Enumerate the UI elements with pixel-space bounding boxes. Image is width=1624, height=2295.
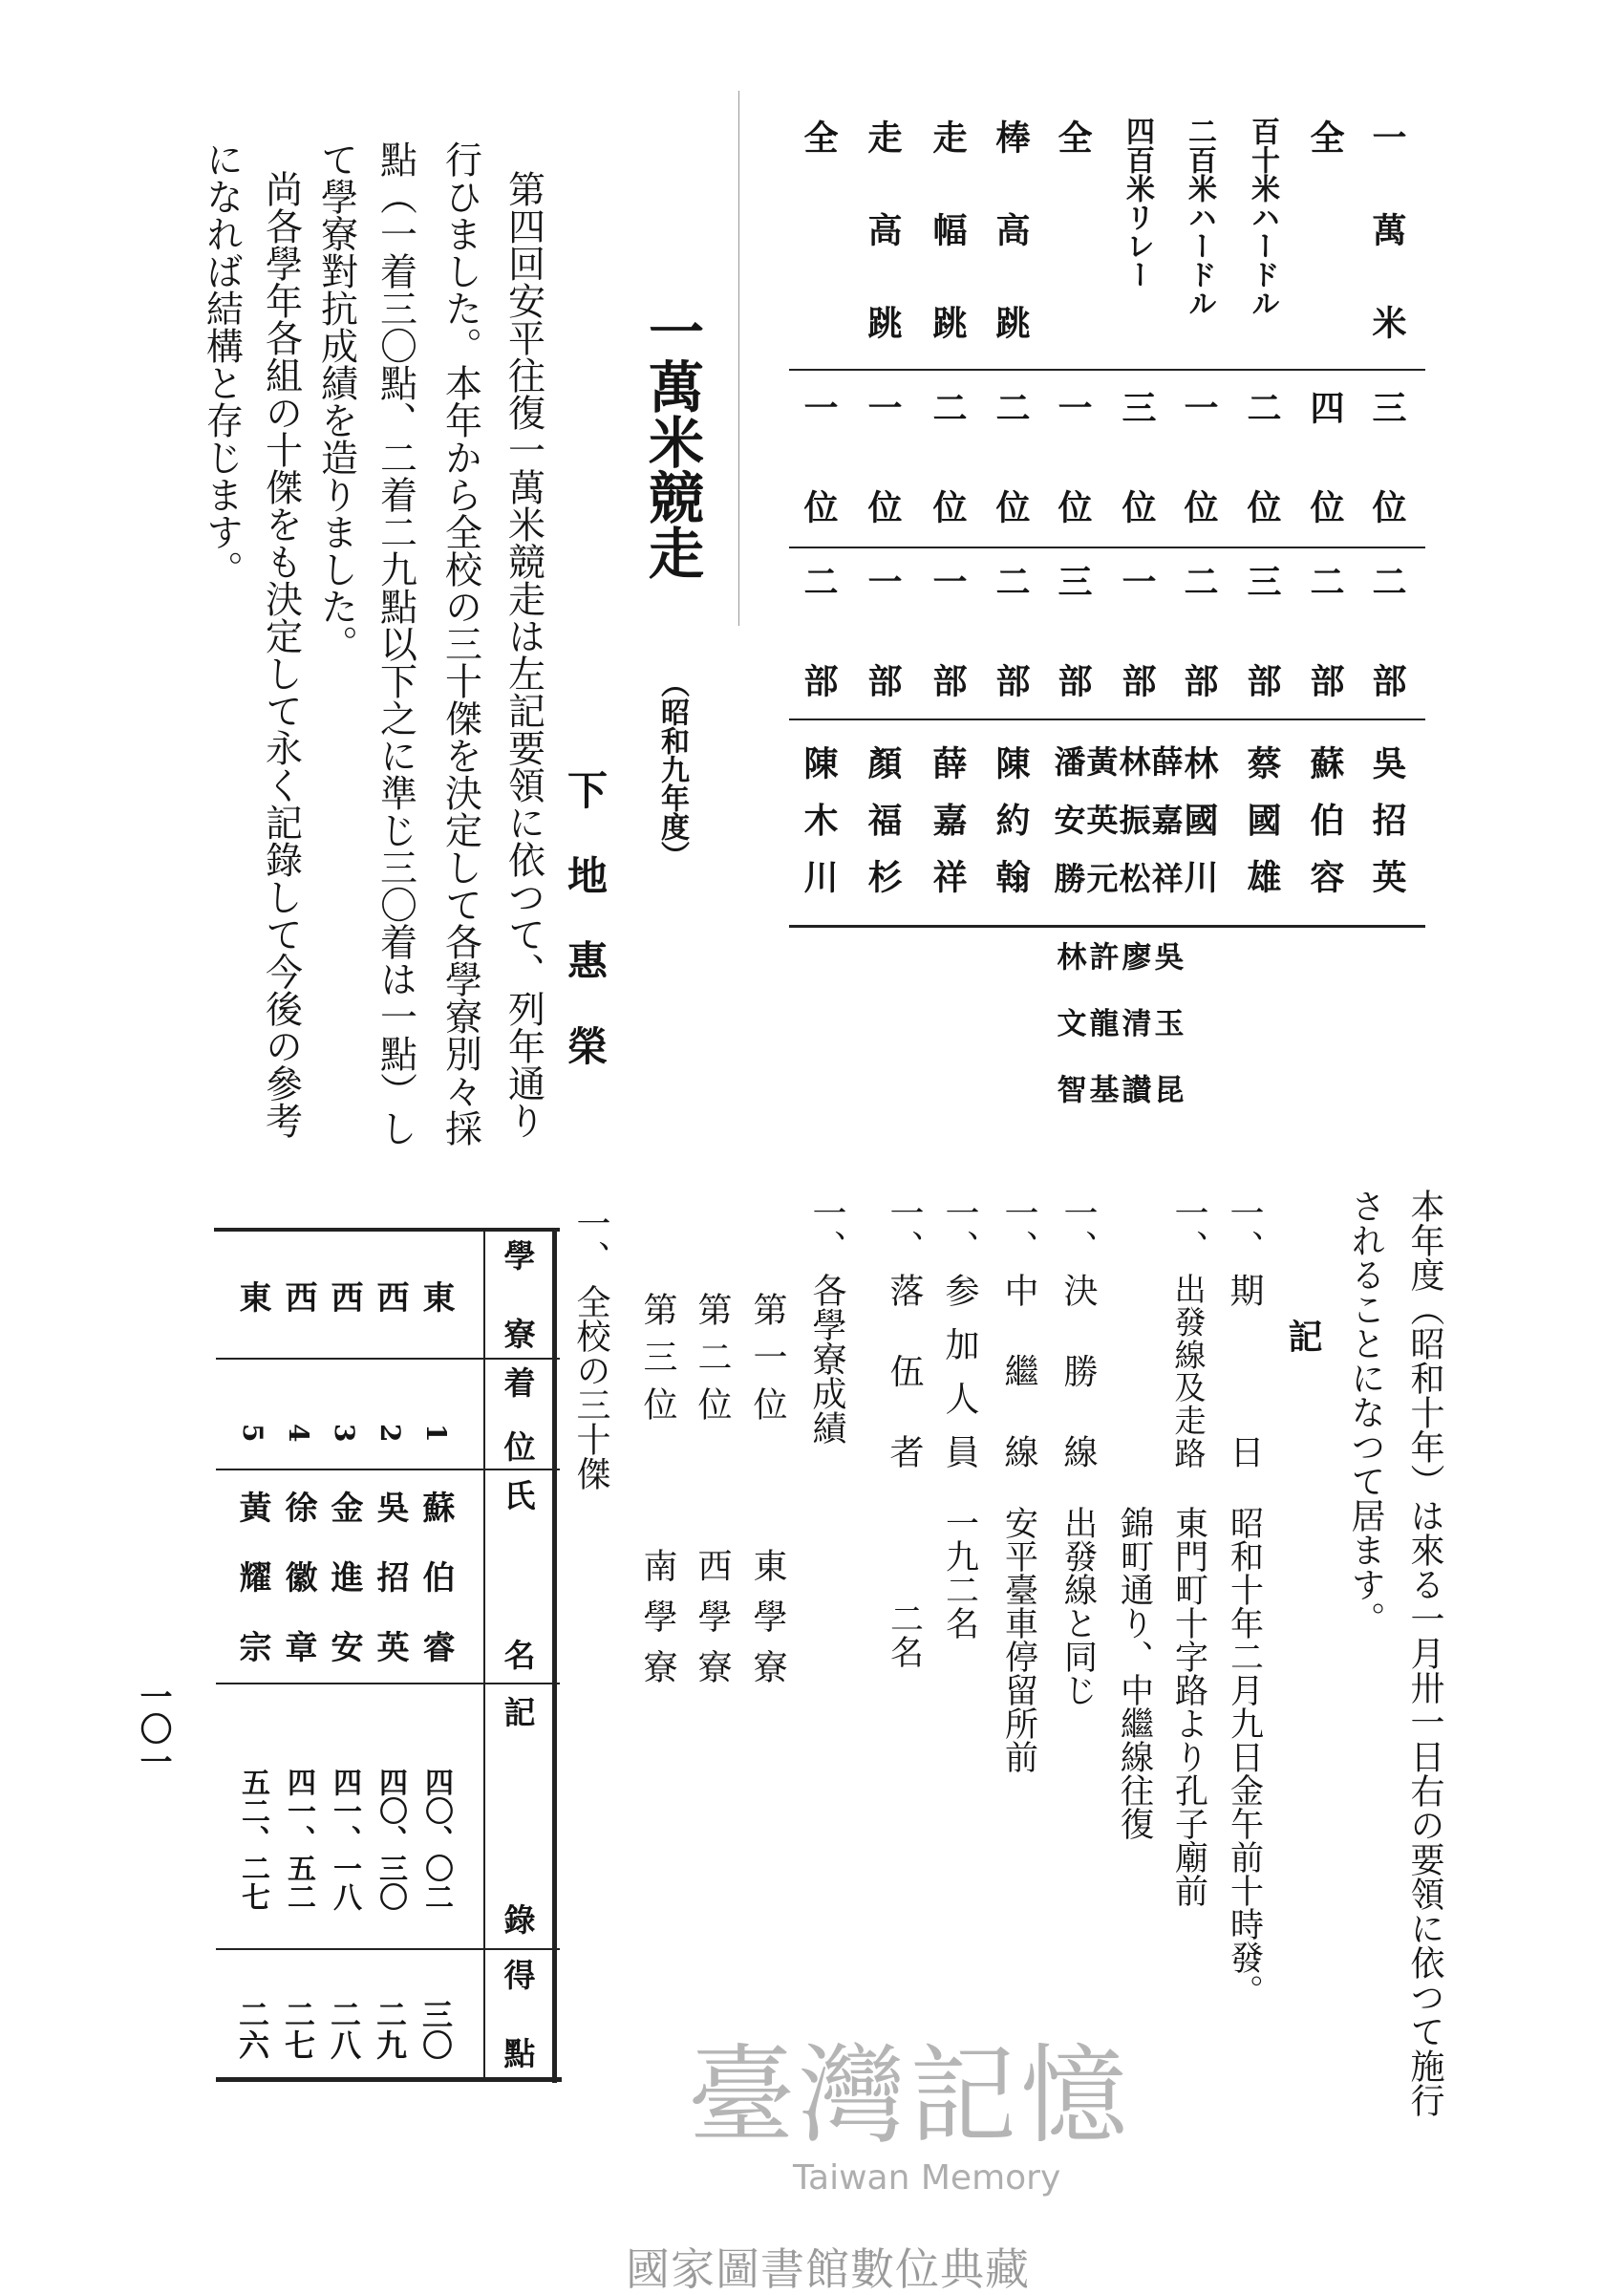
item-marker: 一、 — [999, 1195, 1038, 1264]
event-place: 一位 — [1179, 390, 1219, 524]
top30-points: 二六 — [234, 1999, 270, 2060]
article-title: 一萬米競走 — [639, 303, 704, 580]
top30-rank: 4 — [283, 1424, 314, 1443]
item-label: 中繼線 — [999, 1273, 1038, 1469]
table-rule — [789, 925, 1425, 928]
top30-points: 二九 — [372, 1999, 408, 2060]
top30-dorm: 東 — [417, 1280, 455, 1313]
relay-member-name: 林振松 — [1114, 745, 1152, 893]
event-division: 三部 — [1242, 564, 1282, 697]
top30-points: 二八 — [326, 1999, 362, 2060]
watermark-subtitle: Taiwan Memory — [793, 2158, 1061, 2198]
top30-table-row-rule — [216, 1358, 560, 1360]
relay-extra-name: 吳玉昆 — [1148, 941, 1184, 1104]
watermark-logo: 臺灣記憶 — [688, 2034, 1131, 2158]
top30-table-row-rule — [216, 1948, 560, 1950]
event-division: 一部 — [863, 564, 903, 697]
event-name: 四百米リレー — [1121, 117, 1154, 289]
article-author: 下地惠榮 — [562, 769, 609, 1065]
page-number: 一〇一 — [134, 1680, 172, 1777]
item-value: 東門町十字路より孔子廟前 — [1169, 1506, 1208, 1907]
relay-extra-name: 許龍基 — [1083, 941, 1119, 1104]
event-place: 四位 — [1305, 390, 1345, 524]
item-marker: 一、 — [940, 1195, 979, 1264]
top30-header-cell: 着位 — [499, 1366, 537, 1462]
item-marker: 一、 — [1058, 1195, 1098, 1264]
item-value: 昭和十年二月九日金午前十時發。 — [1225, 1506, 1264, 2007]
notice-heading: 記 — [1283, 1319, 1323, 1353]
top30-header-divider — [483, 1230, 485, 2080]
event-name: 全 — [1053, 119, 1093, 154]
relay-extra-name: 林文智 — [1051, 941, 1086, 1104]
winner-name: 顏福杉 — [863, 745, 903, 893]
item-label: 出發線及走路 — [1169, 1273, 1207, 1469]
item-value: 安平臺車停留所前 — [999, 1506, 1038, 1773]
item-value: 錦町通り、中繼線往復 — [1115, 1506, 1154, 1840]
top30-name: 吳招英 — [371, 1491, 409, 1662]
event-name: 全 — [1305, 119, 1345, 154]
top30-record: 五二、二七 — [236, 1768, 269, 1911]
article-year-note: （昭和九年度） — [655, 669, 689, 869]
item-label: 期日 — [1225, 1273, 1264, 1469]
article-paragraph-line: 第四回安平往復一萬米競走は左記要領に依つて、列年通り — [502, 170, 545, 1139]
dorm-place: 第一位 — [748, 1292, 787, 1421]
winner-name: 吳招英 — [1367, 745, 1407, 893]
event-name: 百十米ハードル — [1246, 117, 1279, 317]
item-label: 決勝線 — [1058, 1273, 1098, 1469]
top30-table-top-border — [214, 1228, 560, 1232]
winner-name: 陳木川 — [799, 745, 839, 893]
dorm-name: 西學寮 — [693, 1548, 732, 1684]
top30-points: 二七 — [280, 1999, 316, 2060]
dorm-results-label: 各學寮成績 — [807, 1273, 846, 1445]
relay-member-name: 潘安勝 — [1049, 745, 1087, 893]
article-paragraph-line: 點（一着三〇點、二着二九點以下之に準じ三〇着は一點）し — [374, 140, 417, 1147]
event-place: 一位 — [863, 390, 903, 524]
top30-label: 全校の三十傑 — [571, 1284, 610, 1491]
article-paragraph-line: て學寮對抗成績を造りました。 — [314, 140, 358, 662]
event-division: 二部 — [1305, 564, 1345, 697]
top30-header-cell: 學寮 — [499, 1239, 537, 1349]
article-paragraph-line: 尚各學年各組の十傑をも決定して永く記錄して今後の參考 — [259, 170, 303, 1139]
top30-table-right-border — [552, 1230, 557, 2083]
top30-header-cell: 記錄 — [499, 1696, 537, 1935]
top30-dorm: 西 — [371, 1280, 409, 1313]
winner-name: 陳約翰 — [991, 745, 1031, 893]
library-footer: 國家圖書館數位典藏 — [626, 2243, 1030, 2295]
item-marker: 一、 — [1169, 1195, 1208, 1264]
event-place: 二位 — [991, 390, 1031, 524]
item-value: 出發線と同じ — [1058, 1506, 1098, 1706]
event-place: 二位 — [928, 390, 968, 524]
event-name: 二百米ハードル — [1183, 117, 1216, 317]
top30-points: 三〇 — [417, 1999, 454, 2060]
top30-header-cell: 氏名 — [499, 1479, 537, 1670]
article-paragraph-line: 行ひました。本年から全校の三十傑を決定して各學寮別々採 — [438, 140, 482, 1147]
event-place: 三位 — [1367, 390, 1407, 524]
event-division: 二部 — [991, 564, 1031, 697]
top30-rank: 1 — [420, 1424, 452, 1443]
item-value: 二名 — [885, 1601, 924, 1668]
event-division: 一部 — [928, 564, 968, 697]
event-place: 一位 — [799, 390, 839, 524]
dorm-place: 第二位 — [693, 1292, 732, 1421]
top30-name: 徐徽章 — [279, 1491, 317, 1662]
top30-dorm: 西 — [279, 1280, 317, 1313]
event-place: 三位 — [1117, 390, 1157, 524]
winner-name: 蔡國雄 — [1242, 745, 1282, 893]
event-division: 三部 — [1053, 564, 1093, 697]
item-value: 一九二名 — [940, 1506, 979, 1640]
dorm-name: 東學寮 — [748, 1548, 787, 1684]
top30-record: 四一、五二 — [282, 1768, 315, 1911]
event-name: 走高跳 — [863, 119, 903, 339]
event-division: 二部 — [1367, 564, 1407, 697]
event-place: 一位 — [1053, 390, 1093, 524]
top30-header-cell: 得點 — [499, 1959, 537, 2069]
fold-line — [738, 91, 739, 626]
winner-name: 蘇伯容 — [1305, 745, 1345, 893]
top30-rank: 2 — [374, 1424, 406, 1443]
table-rule — [789, 719, 1425, 720]
notice-line: 本年度（昭和十年）は來る一月卅一日右の要領に依つて施行 — [1405, 1189, 1444, 2117]
relay-extra-name: 廖清讃 — [1116, 941, 1151, 1104]
event-division: 二部 — [1179, 564, 1219, 697]
top30-table-row-rule — [216, 1683, 560, 1684]
item-marker: 一、 — [1225, 1195, 1264, 1264]
article-paragraph-line: になれば結構と存じます。 — [200, 140, 244, 588]
table-rule — [789, 547, 1425, 548]
event-division: 一部 — [1117, 564, 1157, 697]
top30-table-bottom-border — [216, 2077, 562, 2082]
event-name: 走幅跳 — [928, 119, 968, 339]
winner-name: 林國川 — [1179, 745, 1219, 893]
event-division: 二部 — [799, 564, 839, 697]
item-marker: 一、 — [571, 1206, 610, 1275]
relay-member-name: 薛嘉祥 — [1146, 745, 1185, 893]
top30-name: 金進安 — [325, 1491, 363, 1662]
event-name: 棒高跳 — [991, 119, 1031, 339]
relay-member-name: 黃英元 — [1081, 745, 1120, 893]
top30-rank: 3 — [329, 1424, 360, 1443]
table-rule — [789, 369, 1425, 371]
notice-line: されることになつて居ます。 — [1346, 1189, 1385, 1636]
event-name: 一萬米 — [1367, 119, 1407, 339]
winner-name: 薛嘉祥 — [928, 745, 968, 893]
top30-dorm: 西 — [325, 1280, 363, 1313]
top30-record: 四一、一八 — [328, 1768, 361, 1911]
item-label: 参加人員 — [940, 1273, 979, 1469]
item-marker: 一、 — [807, 1195, 846, 1264]
top30-name: 蘇伯睿 — [417, 1491, 455, 1662]
dorm-place: 第三位 — [638, 1292, 677, 1421]
top30-record: 四〇、〇二 — [419, 1768, 453, 1911]
top30-dorm: 東 — [233, 1280, 271, 1313]
top30-rank: 5 — [237, 1424, 268, 1443]
top30-table-row-rule — [216, 1469, 560, 1470]
top30-record: 四〇、三〇 — [374, 1768, 407, 1911]
item-marker: 一、 — [885, 1195, 924, 1264]
event-name: 全 — [799, 119, 839, 154]
dorm-name: 南學寮 — [638, 1548, 677, 1684]
top30-name: 黃耀宗 — [233, 1491, 271, 1662]
item-label: 落伍者 — [885, 1273, 924, 1469]
event-place: 二位 — [1242, 390, 1282, 524]
